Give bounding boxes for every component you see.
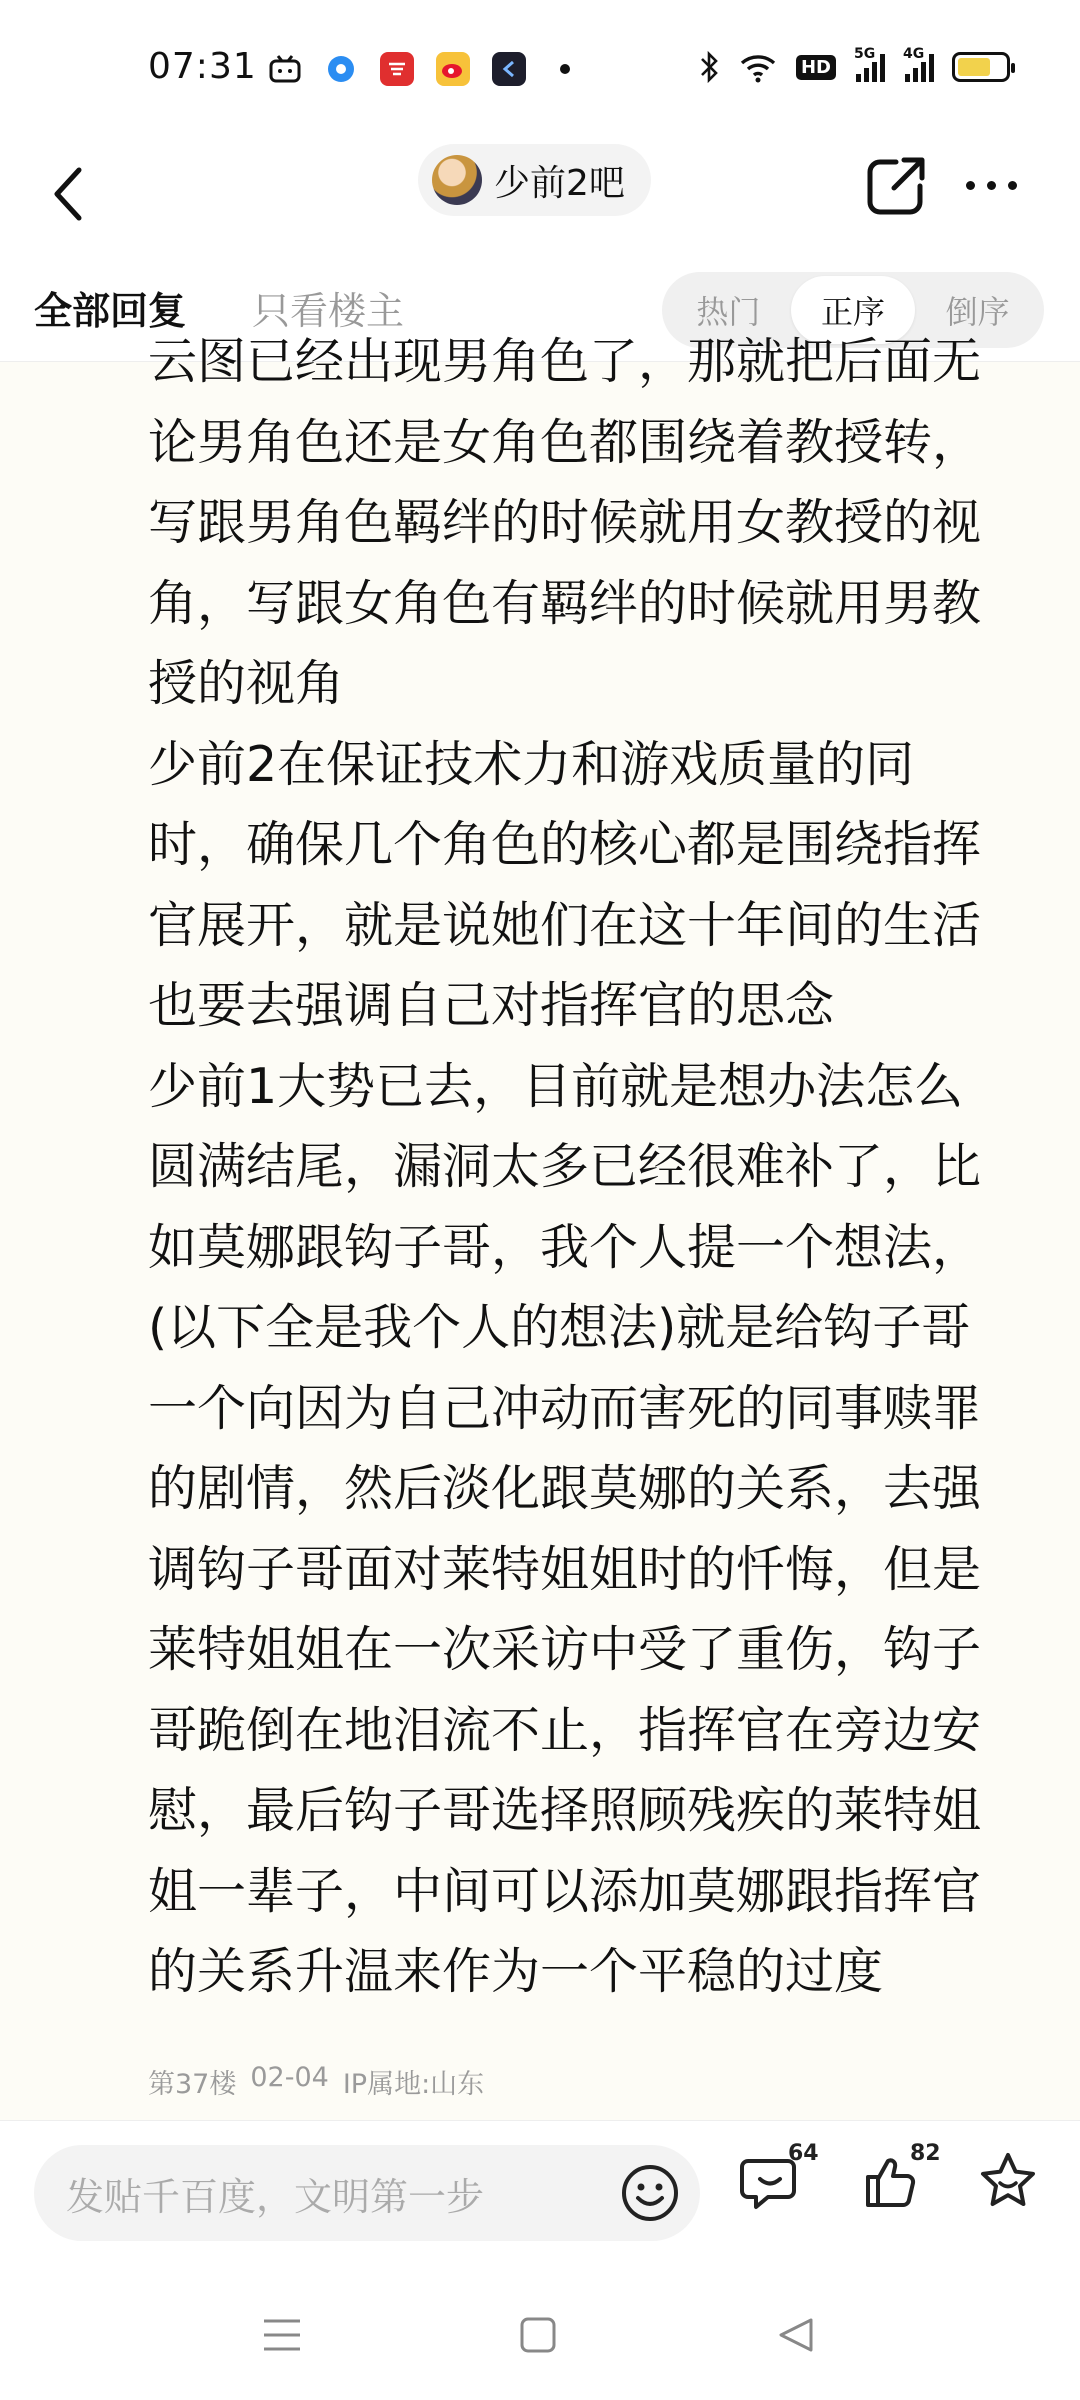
post-line: 莱特姐姐在一次采访中受了重伤，钩子 (148, 1621, 982, 1678)
like-count: 82 (910, 2141, 941, 2166)
smiley-icon (620, 2163, 680, 2223)
dark-app-icon (492, 52, 526, 86)
more-notifications-dot-icon (548, 52, 582, 86)
system-navigation-bar (0, 2270, 1080, 2400)
post-content-area[interactable] (0, 333, 1080, 2120)
post-line: 论男角色还是女角色都围绕着教授转， (148, 413, 982, 471)
post-line: (以下全是我个人的想法)就是给钩子哥 (148, 1299, 971, 1356)
signal-4g-icon: 4G (903, 52, 934, 82)
back-button[interactable] (38, 154, 98, 234)
chevron-left-icon (51, 166, 85, 222)
post-line: 授的视角 (148, 655, 345, 712)
post-line: 的剧情，然后淡化跟莫娜的关系，去强 (148, 1460, 982, 1517)
post-line: 角，写跟女角色有羁绊的时候就用男教 (148, 574, 982, 632)
reply-placeholder: 发贴千百度，文明第一步 (66, 2174, 485, 2219)
favorite-button[interactable] (976, 2149, 1056, 2229)
battery-level (958, 58, 990, 76)
forum-avatar (432, 155, 482, 205)
post-line: 时，确保几个角色的核心都是围绕指挥 (148, 816, 982, 873)
status-bar (0, 0, 1080, 140)
post-line: 圆满结尾，漏洞太多已经很难补了，比 (148, 1138, 982, 1195)
forum-name: 少前2吧 (494, 162, 625, 204)
nav-menu-button[interactable] (252, 2310, 312, 2360)
thread-header (0, 140, 1080, 260)
post-line: 官展开，就是说她们在这十年间的生活 (148, 896, 982, 954)
more-dot (1008, 181, 1017, 190)
weibo-icon (436, 52, 470, 86)
red-app-icon (380, 52, 414, 86)
reply-input[interactable] (34, 2145, 700, 2241)
status-indicators (698, 46, 1010, 84)
tab-op-only[interactable]: 只看楼主 (252, 289, 405, 333)
comment-button[interactable] (738, 2141, 819, 2229)
signal-5g-icon: 5G (854, 52, 885, 82)
post-line: 也要去强调自己对指挥官的思念 (148, 977, 835, 1034)
bilibili-icon (268, 52, 302, 86)
share-button[interactable] (862, 154, 928, 220)
post-date: 02-04 (250, 2062, 329, 2093)
triangle-back-icon (777, 2316, 815, 2354)
post-line: 如莫娜跟钩子哥，我个人提一个想法， (148, 1218, 982, 1276)
post-meta (148, 2062, 484, 2101)
star-icon (976, 2149, 1040, 2213)
nav-back-button[interactable] (766, 2310, 826, 2360)
post-line: 姐一辈子，中间可以添加莫娜跟指挥官 (148, 1862, 982, 1920)
post-line: 的关系升温来作为一个平稳的过度 (148, 1943, 884, 2000)
comment-count: 64 (788, 2141, 819, 2166)
square-home-icon (519, 2316, 557, 2354)
sort-ascending-option[interactable]: 正序 (791, 276, 916, 344)
menu-icon (262, 2317, 302, 2353)
notification-icons (268, 52, 582, 86)
blue-app-icon (324, 52, 358, 86)
post-ip-location: IP属地:山东 (342, 2069, 485, 2100)
more-options-button[interactable] (958, 170, 1024, 200)
reply-action-bar (0, 2120, 1080, 2270)
more-dot (987, 181, 996, 190)
status-time: 07:31 (148, 46, 257, 87)
post-line: 写跟男角色羁绊的时候就用女教授的视 (148, 494, 982, 551)
battery-icon (952, 52, 1010, 82)
bluetooth-icon (698, 50, 720, 84)
emoji-button[interactable] (620, 2163, 680, 2223)
nav-home-button[interactable] (508, 2310, 568, 2360)
post-line: 一个向因为自己冲动而害死的同事赎罪 (148, 1379, 982, 1437)
post-line: 哥跪倒在地泪流不止，指挥官在旁边安 (148, 1701, 982, 1759)
sort-hot-option[interactable]: 热门 (696, 293, 761, 331)
more-dot (966, 181, 975, 190)
forum-link[interactable] (418, 144, 651, 216)
post-line: 慰，最后钩子哥选择照顾残疾的莱特姐 (148, 1782, 982, 1839)
hd-badge: HD (796, 55, 836, 80)
share-icon (862, 154, 928, 220)
post-line: 调钩子哥面对莱特姐姐时的忏悔，但是 (148, 1540, 982, 1598)
like-button[interactable] (860, 2141, 941, 2229)
post-line: 少前2在保证技术力和游戏质量的同 (148, 735, 915, 793)
post-line: 少前1大势已去，目前就是想办法怎么 (148, 1057, 964, 1115)
tab-all-replies[interactable]: 全部回复 (34, 289, 187, 333)
post-body (148, 322, 1048, 2013)
post-floor: 第37楼 (148, 2069, 237, 2100)
sort-descending-option[interactable]: 倒序 (945, 293, 1010, 331)
post-line: 云图已经出现男角色了，那就把后面无 (148, 333, 982, 390)
wifi-icon (738, 51, 778, 83)
